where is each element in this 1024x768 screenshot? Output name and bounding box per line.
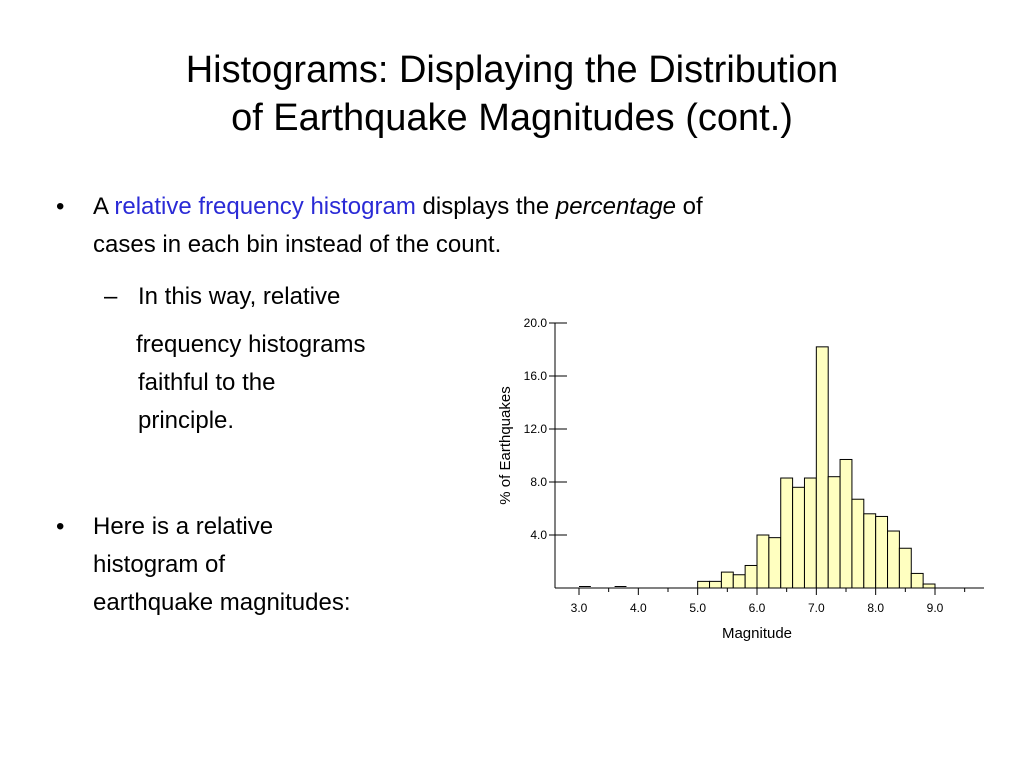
bullet-1-middle: displays the	[415, 193, 556, 220]
y-tick-label: 4.0	[530, 528, 547, 542]
histogram-bar	[710, 581, 722, 588]
histogram-bar	[840, 459, 852, 588]
bullet-marker-1: •	[56, 193, 65, 220]
histogram-bar	[733, 575, 745, 588]
bullet-2-line-3: earthquake magnitudes:	[93, 589, 351, 616]
histogram-bar	[757, 535, 769, 588]
histogram-bar	[876, 516, 888, 588]
x-axis-title: Magnitude	[721, 625, 793, 642]
slide-title	[60, 46, 964, 142]
slide-title-line-2: of Earthquake Magnitudes (cont.)	[231, 97, 793, 139]
relative-frequency-histogram-term: relative frequency histogram	[114, 193, 416, 220]
histogram-bar	[828, 477, 840, 588]
y-tick-label: 8.0	[530, 475, 547, 489]
sub-bullet-line-1: In this way, relative	[138, 283, 341, 310]
histogram-bar	[923, 584, 935, 588]
bullet-1-line-1	[93, 188, 703, 226]
y-tick-label: 12.0	[523, 422, 547, 436]
histogram-bar	[852, 499, 864, 588]
sub-bullet-line-3: faithful to the	[138, 369, 276, 396]
histogram-bar	[888, 531, 900, 588]
magnitude-histogram-chart	[480, 300, 1000, 660]
x-tick-label: 8.0	[867, 601, 885, 615]
bullet-marker-2: •	[56, 513, 65, 540]
bullet-1-line-2: cases in each bin instead of the count.	[93, 231, 502, 258]
x-tick-label: 9.0	[926, 601, 944, 615]
sub-bullet-line-2: frequency histograms	[136, 331, 366, 358]
x-tick-label: 5.0	[689, 601, 707, 615]
histogram-bar	[698, 581, 710, 588]
histogram-bar	[911, 573, 923, 588]
y-axis-title: % of Earthquakes	[497, 386, 514, 505]
x-tick-label: 7.0	[807, 601, 825, 615]
histogram-bar	[721, 572, 733, 588]
bullet-1	[93, 188, 703, 264]
bullet-1-suffix: of	[676, 193, 703, 220]
bullet-2-line-1: Here is a relative	[93, 513, 274, 540]
histogram-bar	[781, 478, 793, 588]
y-tick-label: 16.0	[523, 369, 547, 383]
x-tick-label: 4.0	[629, 601, 647, 615]
bullet-2	[93, 508, 351, 622]
x-tick-label: 3.0	[570, 601, 588, 615]
x-tick-label: 6.0	[748, 601, 766, 615]
histogram-bar	[816, 347, 828, 588]
sub-bullet-continued	[136, 326, 365, 440]
histogram-bar	[793, 487, 805, 588]
histogram-bar	[804, 478, 816, 588]
y-tick-label: 20.0	[523, 316, 547, 330]
histogram-bar	[899, 548, 911, 588]
sub-bullet-marker: –	[104, 283, 118, 310]
bullet-2-line-2: histogram of	[93, 551, 226, 578]
slide-title-line-1: Histograms: Displaying the Distribution	[185, 49, 839, 91]
bullet-1-prefix: A	[93, 193, 115, 220]
sub-bullet-line-4: principle.	[138, 407, 235, 434]
sub-bullet	[138, 278, 340, 316]
histogram-bar	[769, 538, 781, 588]
histogram-bar	[864, 514, 876, 588]
percentage-emphasis: percentage	[555, 193, 677, 220]
histogram-bar	[745, 565, 757, 588]
